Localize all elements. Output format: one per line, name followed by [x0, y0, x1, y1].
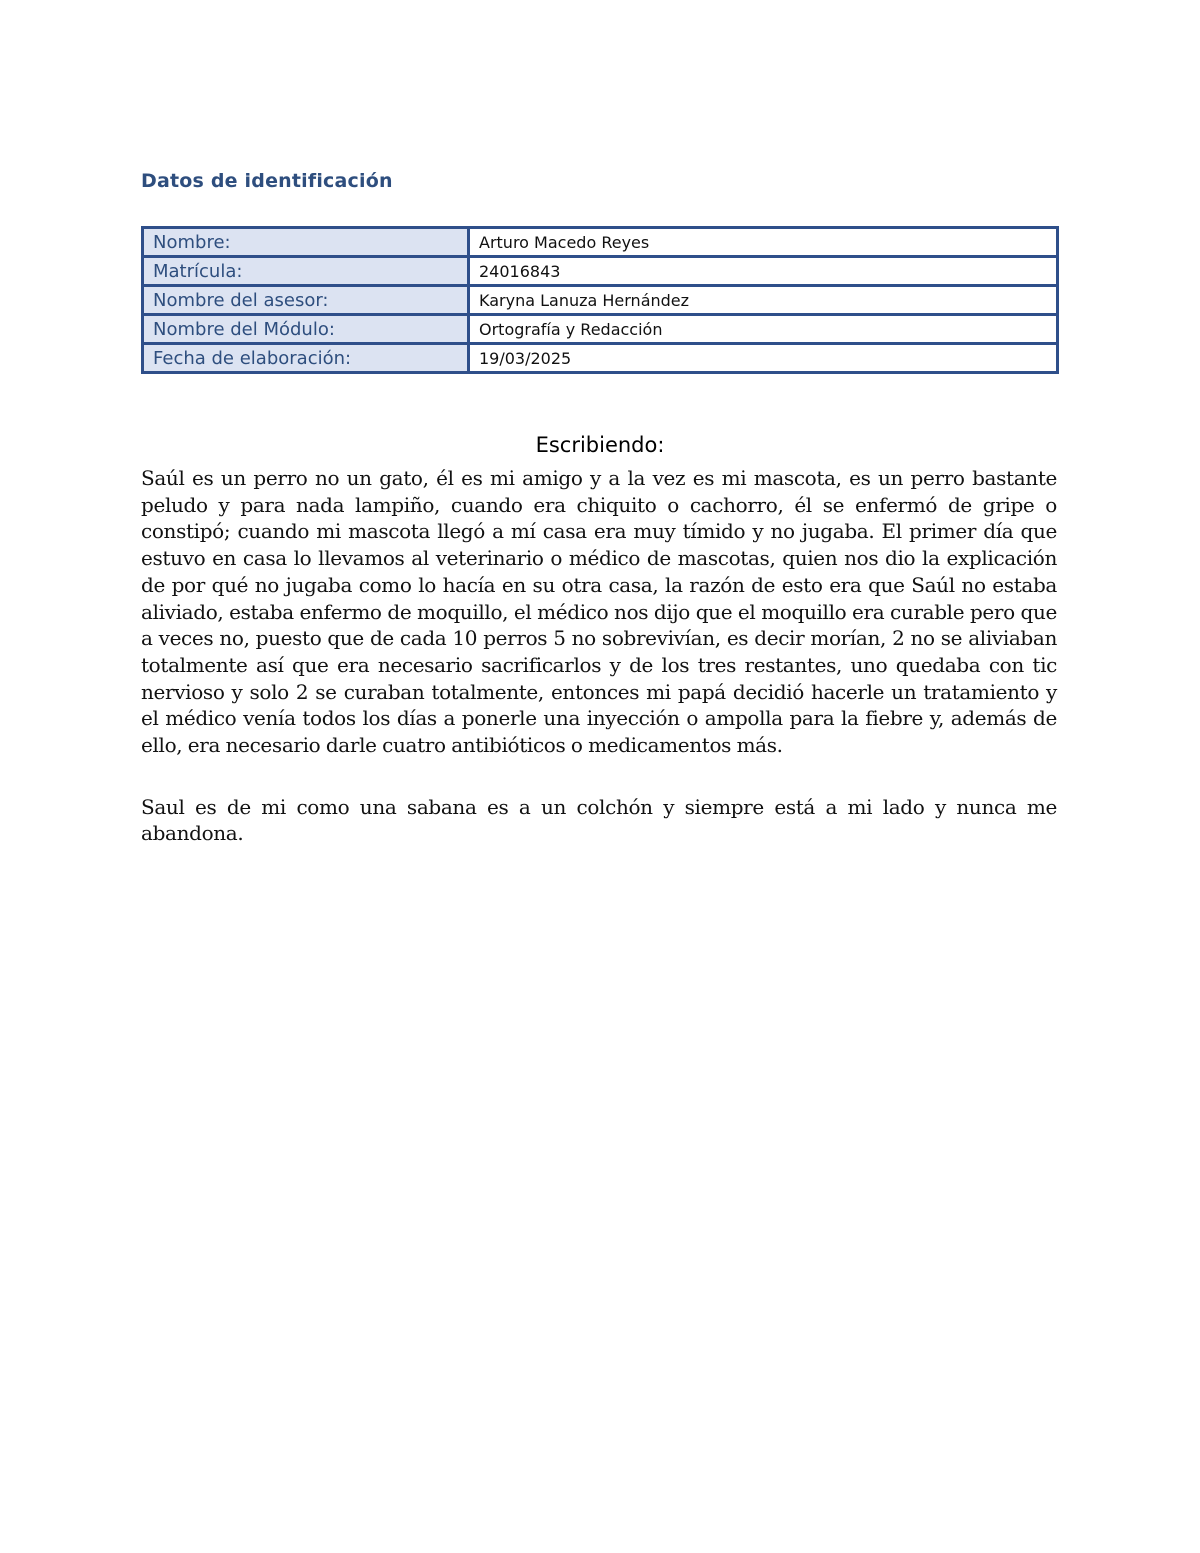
name-value: Arturo Macedo Reyes [469, 228, 1058, 257]
section-title: Datos de identificación [141, 170, 393, 192]
essay-paragraph-1: Saúl es un perro no un gato, él es mi amigo y a la vez es mi mascota, es un perro bastante peludo y para nada lampiño, cuando era chiquito o cachorro, él se enfermó de gripe o constipó; cuando mi mascota llegó a mí casa era muy tímido y no jugaba. El primer día que estuvo en casa lo llevamos al veterinario o médico de mascotas, quien nos dio la explicación de por qué no jugaba como lo hacía en su otra casa, la razón de esto era que Saúl no estaba aliviado, estaba enfermo de moquillo, el médico nos dijo que el moquillo era curable pero que a veces no, puesto que de cada 10 perros 5 no sobrevivían, es decir morían, 2 no se aliviaban totalmente así que era necesario sacrificarlos y de los tres restantes, uno quedaba con tic nervioso y solo 2 se curaban totalmente, entonces mi papá decidió hacerle un tratamiento y el médico venía todos los días a ponerle una inyección o ampolla para la fiebre y, además de ello, era necesario darle cuatro antibióticos o medicamentos más. [141, 466, 1057, 758]
table-row [143, 286, 1058, 315]
module-label: Nombre del Módulo: [143, 315, 469, 344]
enrollment-value: 24016843 [469, 257, 1058, 286]
module-value: Ortografía y Redacción [469, 315, 1058, 344]
identification-table [141, 226, 1059, 374]
table-row [143, 315, 1058, 344]
advisor-label: Nombre del asesor: [143, 286, 469, 315]
table-row [143, 257, 1058, 286]
advisor-value: Karyna Lanuza Hernández [469, 286, 1058, 315]
table-row [143, 344, 1058, 373]
enrollment-label: Matrícula: [143, 257, 469, 286]
essay-paragraph-2: Saul es de mi como una sabana es a un colchón y siempre está a mi lado y nunca me abandona. [141, 794, 1057, 846]
essay-title: Escribiendo: [535, 433, 665, 457]
essay-body [141, 465, 1057, 847]
date-label: Fecha de elaboración: [143, 344, 469, 373]
date-value: 19/03/2025 [469, 344, 1058, 373]
table-row [143, 228, 1058, 257]
name-label: Nombre: [143, 228, 469, 257]
